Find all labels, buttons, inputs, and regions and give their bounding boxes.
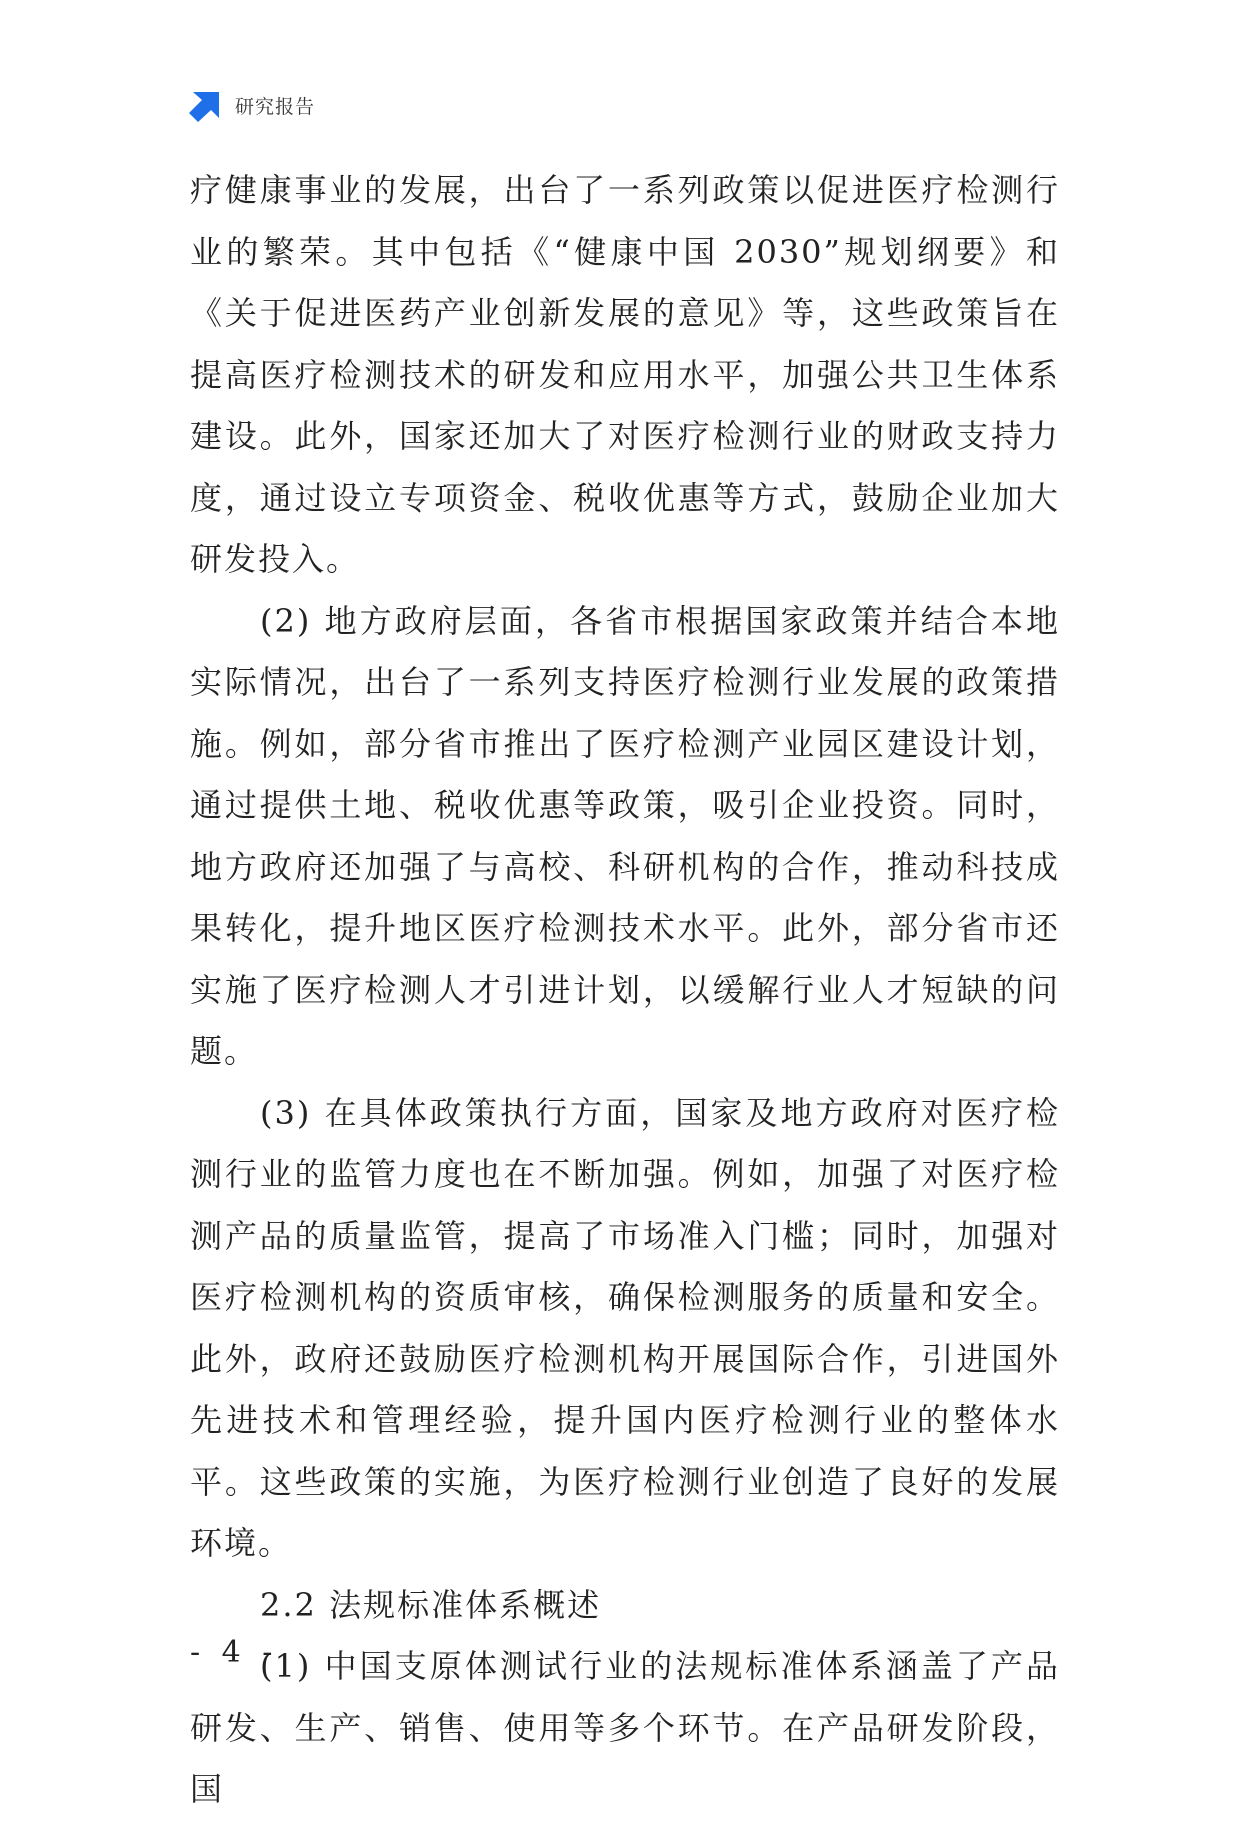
paragraph-regulatory-system: (1) 中国支原体测试行业的法规标准体系涵盖了产品研发、生产、销售、使用等多个环节。在产品研发阶段，国 [190,1647,1060,1808]
page-header [189,88,315,122]
header-title: 研究报告 [235,95,316,118]
paragraph-continuation: 疗健康事业的发展，出台了一系列政策以促进医疗检测行业的繁荣。其中包括《“健康中国 2030”规划纲要》和《关于促进医药产业创新发展的意见》等，这些政策旨在提高医疗检测技术的研发和应用水平，加强公共卫生体系建设。此外，国家还加大了对医疗检测行业的财政支持力度，通过设立专项资金、税收优惠等方式，鼓励企业加大研发投入。 [190,171,1060,578]
page-number: - 4 - [190,1635,279,1670]
paragraph-local-government: (2) 地方政府层面，各省市根据国家政策并结合本地实际情况，出台了一系列支持医疗检测行业发展的政策措施。例如，部分省市推出了医疗检测产业园区建设计划，通过提供土地、税收优惠等政策，吸引企业投资。同时，地方政府还加强了与高校、科研机构的合作，推动科技成果转化，提升地区医疗检测技术水平。此外，部分省市还实施了医疗检测人才引进计划，以缓解行业人才短缺的问题。 [190,601,1060,1070]
paragraph-policy-execution: (3) 在具体政策执行方面，国家及地方政府对医疗检测行业的监管力度也在不断加强。例如，加强了对医疗检测产品的质量监管，提高了市场准入门槛；同时，加强对医疗检测机构的资质审核，确保检测服务的质量和安全。此外，政府还鼓励医疗检测机构开展国际合作，引进国外先进技术和管理经验，提升国内医疗检测行业的整体水平。这些政策的实施，为医疗检测行业创造了良好的发展环境。 [190,1093,1060,1562]
section-heading: 2.2 法规标准体系概述 [260,1585,602,1624]
arrow-up-right-icon [189,88,223,122]
document-body [190,160,1060,1821]
